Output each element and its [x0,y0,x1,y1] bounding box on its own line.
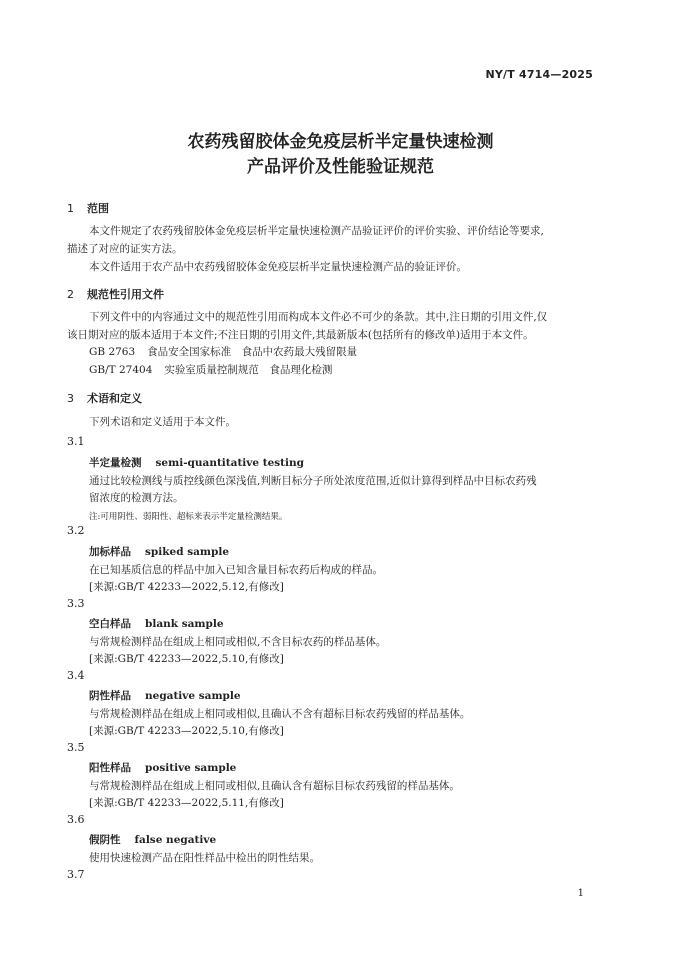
term-chinese: 假阴性 [89,834,121,846]
section-1-heading [67,200,109,216]
term-heading [89,832,216,847]
term-definition: 与常规检测样品在组成上相同或相似,且确认含有超标目标农药残留的样品基体。 [89,780,460,792]
term-definition-line1: 通过比较检测线与质控线颜色深浅值,判断目标分子所处浓度范围,近似计算得到样品中目标农药残 [89,475,537,487]
term-source: [来源:GB/T 42233—2022,5.10,有修改] [89,653,284,665]
term-number: 3.3 [67,597,85,610]
term-definition: 与常规检测样品在组成上相同或相似,不含目标农药的样品基体。 [89,636,387,648]
term-number: 3.6 [67,813,85,826]
section-2-para-line1: 下列文件中的内容通过文中的规范性引用而构成本文件必不可少的条款。其中,注日期的引用文件,仅 [89,311,548,323]
term-heading [89,544,229,559]
term-heading [89,760,236,775]
term-heading [89,455,304,470]
term-source: [来源:GB/T 42233—2022,5.12,有修改] [89,581,284,593]
section-title: 范围 [87,202,109,215]
term-chinese: 阳性样品 [89,762,131,774]
term-source: [来源:GB/T 42233—2022,5.10,有修改] [89,725,284,737]
section-1-para1-line2: 描述了对应的证实方法。 [67,243,183,255]
section-number: 2 [67,288,74,301]
section-2-para-line2: 该日期对应的版本适用于本文件;不注日期的引用文件,其最新版本(包括所有的修改单)适用于本文件。 [67,329,534,341]
reference-item [89,362,332,377]
term-english: negative sample [145,690,241,702]
section-title: 规范性引用文件 [87,288,164,301]
term-number: 3.4 [67,669,85,682]
term-english: semi-quantitative testing [155,457,304,469]
term-chinese: 空白样品 [89,618,131,630]
section-3-heading [67,390,142,406]
term-chinese: 阴性样品 [89,690,131,702]
document-title-line1: 农药残留胶体金免疫层析半定量快速检测 [187,132,494,152]
term-note: 注:可用阴性、弱阳性、超标来表示半定量检测结果。 [89,512,288,522]
term-english: blank sample [145,618,224,630]
term-number: 3.5 [67,741,85,754]
term-source: [来源:GB/T 42233—2022,5.11,有修改] [89,797,284,809]
standard-code: NY/T 4714—2025 [485,68,593,81]
section-number: 1 [67,202,74,215]
section-1-para1-line1: 本文件规定了农药残留胶体金免疫层析半定量快速检测产品验证评价的评价实验、评价结论等要求, [89,225,544,237]
reference-code: GB 2763 [89,346,136,358]
section-2-heading [67,286,164,302]
term-definition-line2: 留浓度的检测方法。 [89,492,184,504]
document-title-line2: 产品评价及性能验证规范 [247,157,434,177]
term-heading [89,688,241,703]
reference-title: 食品安全国家标准 食品中农药最大残留限量 [147,346,358,358]
term-heading [89,616,224,631]
section-number: 3 [67,392,74,405]
term-number: 3.7 [67,868,85,881]
term-definition: 使用快速检测产品在阳性样品中检出的阴性结果。 [89,852,320,864]
term-number: 3.2 [67,524,85,537]
term-definition: 在已知基质信息的样品中加入已知含量目标农药后构成的样品。 [89,564,383,576]
term-english: positive sample [145,762,237,774]
section-3-intro: 下列术语和定义适用于本文件。 [89,416,236,428]
reference-title: 实验室质量控制规范 食品理化检测 [164,364,333,376]
term-chinese: 加标样品 [89,546,131,558]
term-english: spiked sample [145,546,230,558]
term-chinese: 半定量检测 [89,457,142,469]
page-number: 1 [577,888,584,899]
section-1-para2: 本文件适用于农产品中农药残留胶体金免疫层析半定量快速检测产品的验证评价。 [89,261,467,273]
reference-item [89,344,357,359]
reference-code: GB/T 27404 [89,364,153,376]
term-number: 3.1 [67,435,85,448]
term-english: false negative [134,834,217,846]
term-definition: 与常规检测样品在组成上相同或相似,且确认不含有超标目标农药残留的样品基体。 [89,708,471,720]
section-title: 术语和定义 [87,392,142,405]
